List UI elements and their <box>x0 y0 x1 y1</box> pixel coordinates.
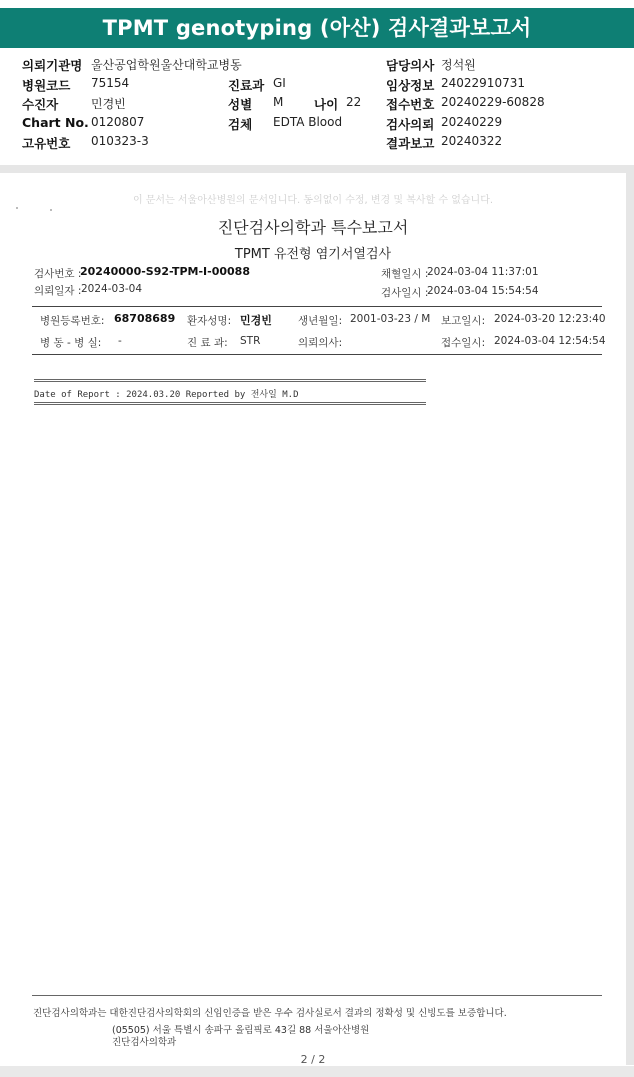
specimen-value: EDTA Blood <box>273 115 343 129</box>
ward-label: 병 동 - 병 실: <box>40 337 102 349</box>
clinical-info-label: 임상정보 <box>386 78 435 93</box>
collection-value: 2024-03-04 11:37:01 <box>427 266 539 278</box>
receipt-label: 접수번호 <box>386 97 435 112</box>
department-value: GI <box>273 76 286 90</box>
report-separator <box>34 402 426 405</box>
physician-label: 담당의사 <box>386 58 435 73</box>
test-date-label: 검사일시 : <box>381 287 429 299</box>
dept-value: STR <box>240 335 261 347</box>
dob-value: 2001-03-23 / M <box>350 313 431 325</box>
receipt-value: 20240229-60828 <box>441 95 545 109</box>
age-label: 나이 <box>314 97 339 112</box>
hospital-code-label: 병원코드 <box>22 78 71 93</box>
collection-label: 채혈일시 : <box>381 268 429 280</box>
report-title: TPMT genotyping (아산) 검사결과보고서 <box>0 8 634 48</box>
footer-department: 진단검사의학과 <box>112 1037 177 1048</box>
report-info-panel <box>0 52 634 164</box>
footer-divider <box>32 995 602 996</box>
divider-band <box>0 165 634 173</box>
document-title: 진단검사의학과 특수보고서 <box>217 218 409 237</box>
section-divider <box>32 306 602 307</box>
bottom-band <box>0 1066 634 1077</box>
sex-value: M <box>273 95 284 109</box>
patient-label: 수진자 <box>22 97 59 112</box>
clinical-info-value: 24022910731 <box>441 76 525 90</box>
test-date-value: 2024-03-04 15:54:54 <box>427 285 539 297</box>
chart-label: Chart No. <box>22 115 89 130</box>
age-value: 22 <box>346 95 362 109</box>
specimen-label: 검체 <box>228 117 253 132</box>
report-line: Date of Report : 2024.03.20 Reported by 전사일 M.D <box>34 390 299 400</box>
report-date-label: 보고일시: <box>441 315 486 327</box>
scan-speck <box>16 207 18 209</box>
page-number: 2 / 2 <box>300 1053 326 1066</box>
receipt-date-label: 접수일시: <box>441 337 486 349</box>
patient-name-value: 민경빈 <box>240 314 272 327</box>
test-no-label: 검사번호 : <box>34 268 82 280</box>
watermark: 이 문서는 서울아산병원의 문서입니다. 동의없이 수정, 변경 및 복사할 수 없습니다. <box>132 195 494 206</box>
result-value: 20240322 <box>441 134 503 148</box>
institution-label: 의뢰기관명 <box>22 58 83 73</box>
dob-label: 생년월일: <box>298 315 343 327</box>
scan-speck <box>50 209 52 211</box>
hospital-code-value: 75154 <box>91 76 130 90</box>
request-label: 검사의뢰 <box>386 117 435 132</box>
receipt-date-value: 2024-03-04 12:54:54 <box>494 335 606 347</box>
report-separator <box>34 379 426 382</box>
unique-label: 고유번호 <box>22 136 71 151</box>
reg-no-value: 68708689 <box>114 312 176 325</box>
reg-no-label: 병원등록번호: <box>40 315 105 327</box>
dept-label: 진 료 과: <box>187 337 228 349</box>
department-label: 진료과 <box>228 78 265 93</box>
request-date-value: 2024-03-04 <box>81 283 143 295</box>
test-no-value: 20240000-S92-TPM-I-00088 <box>80 265 250 278</box>
institution-value: 울산공업학원울산대학교병동 <box>91 58 242 72</box>
request-date-label: 의뢰일자 : <box>34 285 82 297</box>
patient-name-label: 환자성명: <box>187 315 232 327</box>
result-label: 결과보고 <box>386 136 435 151</box>
ref-doctor-label: 의뢰의사: <box>298 337 343 349</box>
footer-certification: 진단검사의학과는 대한진단검사의학회의 신임인증을 받은 우수 검사실로서 결과의 정확성 및 신빙도를 보증합니다. <box>33 1008 507 1019</box>
document-scrollbar-track[interactable] <box>626 165 634 1065</box>
sex-label: 성별 <box>228 97 253 112</box>
report-date-value: 2024-03-20 12:23:40 <box>494 313 606 325</box>
physician-value: 정석원 <box>441 58 476 72</box>
chart-value: 0120807 <box>91 115 145 129</box>
unique-value: 010323-3 <box>91 134 149 148</box>
patient-value: 민경빈 <box>91 97 126 111</box>
report-document <box>0 173 626 1066</box>
section-divider <box>32 354 602 355</box>
document-subtitle: TPMT 유전형 염기서열검사 <box>234 247 392 262</box>
request-value: 20240229 <box>441 115 503 129</box>
footer-address: (05505) 서울 특별시 송파구 올림픽로 43길 88 서울아산병원 <box>112 1025 370 1036</box>
ward-value: - <box>118 335 122 347</box>
